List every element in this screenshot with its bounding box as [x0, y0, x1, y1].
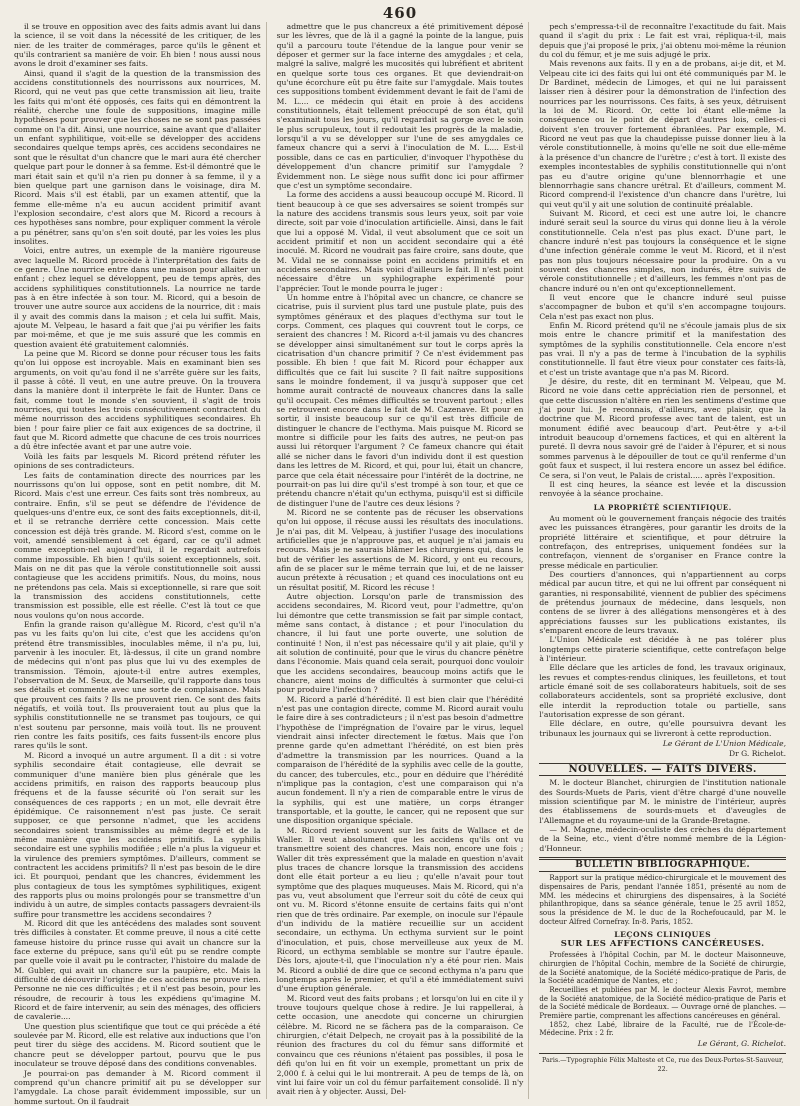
- paragraph: admettre que le pus chancreux a été primitivement déposé sur les lèvres, que de là il a gagné la pointe de la langue, puis qu'il a parcouru toute l'étendue de la langue pour venir se déposer et germer sur la face interne des amygdales ; et cela, malgré la salive, malgré les mucosités qui lubréfient et abritent en quelque sorte tous ces organes. Et que deviendrait-on qu'une écorchure eût pu être faite sur l'amygdale. Mais toutes ces suppositions tombent évidemment devant le fait de l'ami de M. L.... ce médecin qui était en proie à des accidens constitutionnels, était tellement préoccupé de son état, qu'il s'examinait tous les jours, qu'il regardait sa gorge avec le soin le plus scrupuleux, tout il redoutait les progrès de la maladie, lorsqu'il a vu se développer sur l'une de ses amygdales ce fameux chancre qui a servi à l'inoculation de M. L.... Est-il possible, dans ce cas en particulier, d'invoquer l'hypothèse du développement d'un chancre primitif sur l'amygdale ? Évidemment non. Le siège nous suffit donc ici pour affirmer que c'est un symptôme secondaire.: [276, 22, 524, 190]
- section-heading-propriete: LA PROPRIÉTÉ SCIENTIFIQUE.: [593, 502, 732, 512]
- paragraph: Enfin M. Ricord prétend qu'il ne s'écoule jamais plus de six mois entre le chancre primitif et la manifestation des symptômes de la syphilis constitutionnelle. Cela encore n'est pas vrai. Il n'y a pas de terme à l'incubation de la syphilis constitutionnelle. Il faut être vieux pour constater ces faits-là, et c'est un triste avantage que n'a pas M. Ricord.: [539, 321, 787, 377]
- paragraph: M. Ricord dit que les antécédens des malades sont souvent très difficiles à constater. Et comme preuve, il nous a cité cette fameuse histoire du prince russe qui avait un chancre sur la face externe du prépuce, sans qu'il eût pu se rendre compte par quelle voie il avait pu le contracter, l'histoire du malade de M. Gubler, qui avait un chancre sur la paupière, etc. Mais la difficulté de découvrir l'origine de ces accidens ne prouve rien. Personne ne nie ces difficultés ; et il n'est pas besoin, pour les résoudre, de recourir à tous les expédiens qu'imagine M. Ricord et de faire intervenir, au sein des ménages, des officiers de cavalerie....: [14, 919, 261, 1022]
- paragraph: Il est cinq heures, la séance est levée et la discussion renvoyée à la séance prochaine.: [539, 479, 787, 499]
- paragraph: M. Ricord a parlé d'hérédité. Il est bien clair que l'hérédité n'est pas une contagion directe, comme M. Ricord aurait voulu le faire dire à ses contradicteurs ; il n'est pas besoin d'admettre l'hypothèse de l'imprégnation de l'ovaire par le virus, lequel viendrait ainsi infecter directement le fœtus. Mais que l'on prenne garde qu'en admettant l'hérédité, on est bien près d'admettre la transmission par les nourrices. Quand a la comparaison de l'hérédité de la syphilis avec celle de la goutte, du cancer, des tubercules, etc., pour en déduire que l'hérédité n'implique pas la contagion, c'est une comparaison qui n'a aucun fondement. Il n'y a rien de comparable entre le virus de la syphilis, qui est une matière, un corps étranger transportable, et la goutte, le cancer, qui ne reposent que sur une disposition organique spéciale.: [276, 694, 524, 826]
- paragraph: Elle déclare, en outre, qu'elle poursuivra devant les tribunaux les journaux qui se livreront à cette reproduction.: [539, 719, 787, 738]
- paragraph: M. Ricord revient souvent sur les faits de Wallace et de Waller. Il veut absolument que les accidens qu'ils ont vu transmettre soient des chancres. Mais non, encore une fois ; Waller dit très expressément que la malade en question n'avait plus traces de chancre lorsque la transmission des accidens dont elle était porteur a eu lieu ; qu'elle n'avait pour tout symptôme que des plaques muqueuses. Mais M. Ricord, qui n'a pas vu, veut absolument que l'erreur soit du côté de ceux qui ont vu. M. Ricord s'étonne ensuite de certains faits qui n'ont rien que de très ordinaire. Par exemple, on inocule sur l'épaule d'un individu de la matière recueillie sur un accident secondaire, un ecthyma. Un ecthyma survient sur le point d'inoculation, et puis, chose merveilleuse aux yeux de M. Ricord, un ecthyma semblable se montre sur l'autre épaule. Dès lors, ajoute-t-il, que l'inoculation n'y a été pour rien. Mais M. Ricord a oublié de dire que ce second ecthyma n'a paru que longtemps après le premier, et qu'il a été immédiatement suivi d'une éruption générale.: [276, 825, 524, 994]
- paragraph: Mais revenons aux faits. Il y en a de probans, ai-je dit, et M. Velpeau cite ici des faits qui lui ont été communiqués par M. le Dr Bardinet, médecin de Limoges, et qui ne lui paraissent laisser rien à désirer pour la démonstration de l'infection des nourrices par les nourrissons. Ces faits, à ses yeux, détruisent la loi de M. Ricord. Or, cette loi étant elle-même la conséquence ou le point de départ d'autres lois, celles-ci doivent s'en trouver fortement ébranlées. Par exemple, M. Ricord ne veut pas que la chaudepisse puisse donner lieu à la vérole constitutionnelle, à moins qu'elle ne soit due elle-même à la présence d'un chancre de l'urètre ; c'est à tort. Il existe des exemples incontestables de syphilis constitutionnelle qui n'ont pas eu d'autre origine qu'une blennorrhagie et une blennorrhagie sans chancre urétral. Et d'ailleurs, comment M. Ricord comprend-il l'existence d'un chancre dans l'urètre, lui qui veut qu'il y ait une solution de continuité préalable.: [539, 59, 787, 209]
- column-3: [539, 22, 786, 1099]
- paragraph: Je désire, du reste, dit en terminant M. Velpeau, que M. Ricord ne voie dans cette appréciation rien de personnel, et que cette discussion n'altère en rien les sentimens d'estime que j'ai pour lui. Je reconnais, d'ailleurs, avec plaisir, que la doctrine que M. Ricord professe avec tant de talent, est un monument édifié avec beaucoup d'art. Peut-être y a-t-il introduit beaucoup d'ornemens factices, et qui en altèrent la pureté. Il devra nous savoir gré de l'aider à l'épurer, et si nous sommes parvenus à le dépouiller de tout ce qu'il renferme d'un goût faux et suspect, il lui restera encore un assez bel édifice. Ce sera, si l'on veut, le Palais de cristal..... après l'exposition.: [539, 377, 787, 480]
- lecons-heading: LEÇONS CLINIQUES: [614, 930, 712, 940]
- gerant-line: Le Gérant de L'Union Médicale,: [662, 739, 787, 749]
- section-heading-nouvelles: NOUVELLES. — FAITS DIVERS.: [539, 763, 786, 776]
- column-1: [14, 22, 267, 1106]
- paragraph: Autre objection. Lorsqu'on parle de transmission des accidens secondaires, M. Ricord veut, pour l'admettre, qu'on lui démontre que cette transmission se fait par simple contact, même sans contact, à distance ; et pour l'inoculation du chancre, il lui faut une porte ouverte, une solution de continuité ! Non, il n'est pas nécessaire qu'il y ait plaie, qu'il y ait solution de continuité, pour que le virus du chancre pénètre dans l'économie. Mais quand cela serait, pourquoi donc vouloir que les accidens secondaires, beaucoup moins actifs que le chancre, aient moins de difficultés à surmonter que celui-ci pour produire l'infection ?: [276, 591, 524, 695]
- paragraph: Des courtiers d'annonces, qui n'appartiennent au corps médical par aucun titre, et qui ne lui offrent par conséquent ni garanties, ni responsabilité, viennent de publier des spécimens de prétendus journaux de médecine, dans lesquels, non contens de se livrer à des allégations mensongères et à des appréciations fausses sur les publications existantes, ils s'emparent encore de leurs travaux.: [539, 569, 787, 635]
- gerant-bottom: Le Gérant, G. Richelot.: [697, 1039, 787, 1049]
- paragraph: M. Ricord a invoqué un autre argument. Il a dit : si votre syphilis secondaire était contagieuse, elle devrait se communiquer d'une manière bien plus générale que les accidens primitifs, en raison des rapports beaucoup plus fréquens et de la fausse sécurité où l'on serait sur les conséquences de ces rapports ; en un mot, elle devrait être épidémique. Ce raisonnement n'est pas juste. Ce serait supposer, ce que personne n'admet, que les accidens secondaires soient transmissibles au même degré et de la même manière que les accidens primitifs. La syphilis secondaire est une syphilis modifiée ; elle n'a plus la vigueur et la virulence des premiers symptômes. D'ailleurs, comment se contractent les accidens primitifs? Il n'est pas besoin de le dire ici. Et pourquoi, pendant que les chancres, évidemment les plus contagieux de tous les symptômes syphilitiques, exigent des rapports plus ou moins prolongés pour se transmettre d'un individu à un autre, de simples contacts passagers devraient-ils suffire pour transmettre les accidens secondaires ?: [14, 750, 261, 919]
- paragraph: Professées à l'hôpital Cochin, par M. le docteur Maisonneuve, chirurgien de l'hôpital Cochin, membre de la Société de chirurgie, de la Société anatomique, de la Société médico-pratique de Paris, de la Société académique de Nantes, etc ;: [539, 951, 787, 986]
- paragraph: Une question plus scientifique que tout ce qui précède a été soulevée par M. Ricord, elle est relative aux inductions que l'on peut tirer du siège des accidens. M. Ricord soutient que le chancre peut se développer partout, pourvu que le pus inoculateur se trouve déposé dans des conditions convenables.: [14, 1021, 261, 1069]
- paragraph: La peine que M. Ricord se donne pour récuser tous les faits qu'on lui oppose est incroyable. Mais en examinant bien ses arguments, on voit qu'au fond il ne s'arrête guère sur les faits, il passe à côté. Il veut, en une autre preuve. On la trouvera dans la manière dont il interprète le fait de Hunter. Dans ce fait, comme tout le monde s'en souvient, il s'agit de trois nourrices, qui toutes les trois consécutivement contractent du même nourrisson des accidens syphilitiques secondaires. Eh bien ! pour faire plier ce fait aux exigences de sa doctrine, il faut que M. Ricord admette que chacune de ces trois nourrices a dû être infectée avant et par une autre voie.: [14, 349, 261, 452]
- paragraph: Un homme entre à l'hôpital avec un chancre, ce chancre se cicatrise, puis il survient plus tard une pustule plate, puis des symptômes généraux et des plaques d'ecthyma sur tout le corps. Comment, ces plaques qui couvrent tout le corps, ce seraient des chancres ! M. Ricord a-t-il jamais vu des chancres se développer ainsi simultanément sur tout le corps après la cicatrisation d'un chancre primitif ? Ce n'est évidemment pas possible. Eh bien ! que fait M. Ricord pour échapper aux difficultés que ce fait lui suscite ? Il fait naître suppositions sans le moindre fondement, il va jusqu'à supposer que cet homme aurait contracté de nouveaux chancres dans la salle qu'il occupait. Ces mêmes difficultés se trouvent partout ; elles se retrouvent encore dans le fait de M. Cazenave. Et pour en sortir, il insiste beaucoup sur ce qu'il est très difficile de distinguer le chancre de l'ecthyma. Mais puisque M. Ricord se montre si difficile pour les faits des autres, ne peut-on pas aussi lui rétorquer l'argument ? Ce fameux chancre qui était allé se nicher dans le favori d'un individu dont il est question dans les lettres de M. Ricord, et qui, pour lui, était un chancre, parce que cela était nécessaire pour l'intérêt de la doctrine, ne pourrait-on pas lui dire qu'il s'est trompé à son tour, et que ce prétendu chancre n'était qu'un ecthyma, puisqu'il est si difficile de distinguer l'une de l'autre ces deux lésions ?: [276, 292, 524, 508]
- paragraph: Je pourrai-on pas demander à M. Ricord comment il comprend qu'un chancre primitif ait pu se développer sur l'amygdale. La chose paraît évidemment impossible, sur un homme surtout. On il faudrait: [14, 1068, 261, 1106]
- lecons-entries: [539, 951, 786, 1038]
- paragraph: L'Union Médicale est décidée à ne pas tolérer plus longtemps cette piraterie scientifique, cette contrefaçon belge à l'intérieur.: [539, 635, 787, 664]
- paragraph: Au moment où le gouvernement français négocie des traités avec les puissances étrangères, pour garantir les droits de la propriété littéraire et scientifique, et pour détruire la contrefaçon, des entreprises, uniquement fondées sur la contrefaçon, viennent de s'organiser en France contre la presse médicale en particulier.: [539, 513, 787, 570]
- page-number: 460: [382, 4, 418, 22]
- paragraph: Il veut encore que le chancre induré seul puisse s'accompagner de bubon et qu'il s'en accompagne toujours. Cela n'est pas exact non plus.: [539, 292, 787, 321]
- paragraph: La forme des accidens a aussi beaucoup occupé M. Ricord. Il tient beaucoup à ce que ses adversaires se soient trompés sur la nature des accidens transmis sous leurs yeux, soit par voie directe, soit par voie d'inoculation artificielle. Ainsi, dans le fait que lui a opposé M. Vidal, il veut absolument que ce soit un accident primitif et non un accident secondaire qui a été inoculé. M. Ricord ne voudrait pas faire croire, sans doute, que M. Vidal ne se connaisse point en accidens primitifs et en accidens secondaires. Mais voici d'ailleurs le fait. Il n'est point nécessaire d'être un syphilographe expérimenté pour l'apprécier. Tout le monde pourra le juger :: [276, 190, 524, 293]
- paragraph: 1852, chez Labé, libraire de la Faculté, rue de l'École-de-Médecine. Prix : 2 fr.: [539, 1020, 787, 1038]
- paragraph: Suivant M. Ricord, et ceci est une autre loi, le chancre induré serait seul la source du virus qui donne lieu à la vérole constitutionnelle. Cela n'est pas plus exact. D'une part, le chancre induré n'est pas toujours la conséquence et le signe d'une infection générale comme le veut M. Ricord, et il n'est pas non plus toujours nécessaire pour la produire. On a vu souvent des chancres simples, non indurés, être suivis de vérole constitutionnelle ; et d'ailleurs, les femmes n'ont pas de chancre induré ou n'en ont qu'exceptionnellement.: [539, 208, 787, 293]
- paragraph: pech s'empressa-t-il de reconnaître l'exactitude du fait. Mais quand il s'agit du prix : Le fait est vrai, répliqua-t-il, mais depuis que j'ai proposé le prix, j'ai obtenu moi-même la réunion du col du fémur, et je me suis adjugé le prix.: [539, 22, 787, 60]
- paragraph: Elle déclare que les articles de fond, les travaux originaux, les revues et comptes-rendus cliniques, les feuilletons, et tout article émané soit de ses collaborateurs habituels, soit de ses collaborateurs accidentels, sont sa propriété exclusive, dont elle interdit la reproduction totale ou partielle, sans l'autorisation expresse de son gérant.: [539, 663, 787, 720]
- paragraph: Recueillies et publiées par M. le docteur Alexis Favrot, membre de la Société anatomique, de la Société médico-pratique de Paris et de la Société médicale de Bordeaux. — Ouvrage orné de planches. — Première partie, comprenant les affections cancéreuses en général.: [539, 985, 787, 1021]
- paragraph: Ainsi, quand il s'agit de la question de la transmission des accidens constitutionnels des nourrissons aux nourrices, M. Ricord, qui ne veut pas que cette transmission ait lieu, traite les faits qui m'ont été opposés, ces faits qui en démontrent la réalité, cherche une foule de suppositions, imagine mille hypothèses pour prouver que les choses ne se sont pas passées comme on l'a dit. Ainsi, une nourrice, saine avant que d'allaiter un enfant syphilitique, voit-elle se développer des accidens secondaires quelque temps après, ces accidens secondaires ne sont que le résultat d'un chancre que le mari aura été chercher quelque part pour le donner à sa femme. Est-il démontré que le mari était sain et qu'il n'a rien pu donner à sa femme, il y a bien quelque part une garnison dans le voisinage, dira M. Ricord. Mais s'il est établi, par un examen attentif, que la femme elle-même n'a eu aucun accident primitif avant l'explosion secondaire, c'est alors que M. Ricord a recours à ces hypothèses sans nombre, pour expliquer comment la vérole a pu pénétrer, sans qu'on s'en soit douté, par les voies les plus insolites.: [14, 68, 261, 246]
- paragraph: Enfin la grande raison qu'allègue M. Ricord, c'est qu'il n'a pas vu les faits qu'on lui cite, c'est que les accidens qu'on prétend être transmissibles, inoculables même, il n'a pu, lui, parvenir à les inoculer. Et, là-dessus, il cite un grand nombre de médecins qui n'ont pas plus que lui vu des exemples de transmission. Témoin, ajoute-t-il entre autres exemples, l'observation de M. Seux, de Marseille, qu'il rapporte dans tous ses détails et commente avec une sorte de complaisance. Mais que prouvent ces faits ? Ils ne prouvent rien. Ce sont des faits négatifs, et voilà tout. Ils prouveraient tout au plus que la syphilis constitutionnelle ne se transmet pas toujours, ce qui n'est soutenu par personne, mais voilà tout. Ils ne prouvent rien contre les faits positifs, ces faits fussent-ils encore plus rares qu'ils le sont.: [14, 620, 261, 751]
- paragraph: M. le docteur Blanchet, chirurgien de l'institution nationale des Sourds-Muets de Paris, vient d'être chargé d'une nouvelle mission scientifique par M. le ministre de l'intérieur, auprès des établissemens de sourds-muets et d'aveugles de l'Allemagne et du royaume-uni de la Grande-Bretagne.: [539, 778, 787, 825]
- columns: [14, 22, 787, 1106]
- lecons-subheading: SUR LES AFFECTIONS CANCÉREUSES.: [560, 938, 765, 949]
- paragraph: M. Ricord ne se contente pas de récuser les observations qu'on lui oppose, il récuse aussi les résultats des inoculations. Je n'ai pas, dit M. Velpeau, à justifier l'usage des inoculations artificielles que je n'approuve pas, et auquel je n'ai jamais eu recours. Mais je ne saurais blâmer les chirurgiens qui, dans le but de vérifier les assertions de M. Ricord, y ont eu recours, afin de se placer sur le même terrain que lui, et de ne laisser aucun prétexte à récusation ; et quand ces inoculations ont eu un résultat positif, M. Ricord les récuse !: [276, 507, 524, 592]
- paragraph: Rapport sur la pratique médico-chirurgicale et le mouvement des dispensaires de Paris, pendant l'année 1851, présenté au nom de MM. les médecins et chirurgiens des dispensaires, à la Société philanthropique, dans sa séance générale, tenue le 25 avril 1852, sous la présidence de M. le duc de la Rochefoucauld, par M. le docteur Alfred Cornefray. In-8. Paris, 1852.: [539, 874, 787, 926]
- paragraph: — M. Magne, médecin-oculiste des crèches du département de la Seine, etc., vient d'être nommé membre de la Légion-d'Honneur.: [539, 824, 787, 853]
- printer-line: Paris.—Typographie Félix Malteste et Ce, rue des Deux-Portes-St-Sauveur, 22.: [539, 1053, 786, 1075]
- paragraph: Les faits de contamination directe des nourrices par les nourrissons qu'on lui oppose, sont en petit nombre, dit M. Ricord. Mais c'est une erreur. Ces faits sont très nombreux, au contraire. Enfin, s'il se peut se défendre de l'évidence de quelques-uns d'entre eux, ce sont des faits exceptionnels, dit-il, et il se retranche derrière cette concession. Mais cette concession est déjà très grande. M. Ricord s'est, comme on le voit, amendé sensiblement à cet égard, car ce qu'il admet comme exception-nel aujourd'hui, il le regardait autrefois comme impossible. Eh bien ! qu'ils soient exceptionnels, soit. Mais on ne dit pas que la vérole constitutionnelle soit aussi contagieuse que les accidens primitifs. Nous, du moins, nous ne prétendons pas cela. Mais si exceptionnelle, si rare que soit la transmission des accidens constitutionnels, cette transmission est possible, elle est réelle. C'est là tout ce que nous voulons qu'on nous accorde.: [14, 470, 261, 620]
- column-2: [277, 22, 530, 1099]
- paragraph: Voici, entre autres, un exemple de la manière rigoureuse avec laquelle M. Ricord procède à l'interprétation des faits de ce genre. Une nourrice entre dans une maison pour allaiter un enfant ; chez lequel se développent, peu de temps après, des accidens syphilitiques constitutionnels. La nourrice ne tarde pas à en être infectée à son tour. M. Ricord, qui a besoin de trouver une autre source aux accidens de la nourrice, dit : mais il y avait des commis dans la maison ; et cela lui suffit. Mais, ajoute M. Velpeau, le hasard a fait que j'ai pu vérifier les faits par moi-même, et que je me suis assuré que les commis en question avaient été gratuitement calomniés.: [14, 246, 261, 349]
- paragraph: il se trouve en opposition avec des faits admis avant lui dans la science, il se voit dans la nécessité de les critiquer, de les nier. de les traiter de commérages, parce qu'ils le gênent et qu'ils contrarient sa manière de voir. Eh bien ! nous aussi nous avons le droit d'examiner ses faits.: [14, 22, 261, 69]
- gerant-name: Dr G. Richelot.: [729, 749, 787, 759]
- paragraph: Voilà les faits par lesquels M. Ricord prétend réfuter les opinions de ses contradicteurs.: [14, 451, 261, 471]
- paragraph: M. Ricord veut des faits probans ; et lorsqu'on lui en cite il y trouve toujours quelque chose à redire. Je lui rappellerai, à cette occasion, une anecdote qui concerne un chirurgien célèbre. M. Ricord ne se fâchera pas de la comparaison. Ce chirurgien, c'était Delpech, ne croyait pas à la possibilité de la réunion des fractures du col du fémur sans difformité et convaincu que ces réunions n'étaient pas possibles, il posa le défi qu'on lui en fit voir un exemple, promettant un prix de 2,000 f. à celui qui le lui montrerait. A peu de temps de là, on vint lui faire voir un col du fémur parfaitement consolidé. Il n'y avait rien à y objecter. Aussi, Del-: [276, 993, 524, 1097]
- section-heading-bulletin: BULLETIN BIBLIOGRAPHIQUE.: [539, 857, 786, 872]
- bulletin-entries: [539, 874, 786, 926]
